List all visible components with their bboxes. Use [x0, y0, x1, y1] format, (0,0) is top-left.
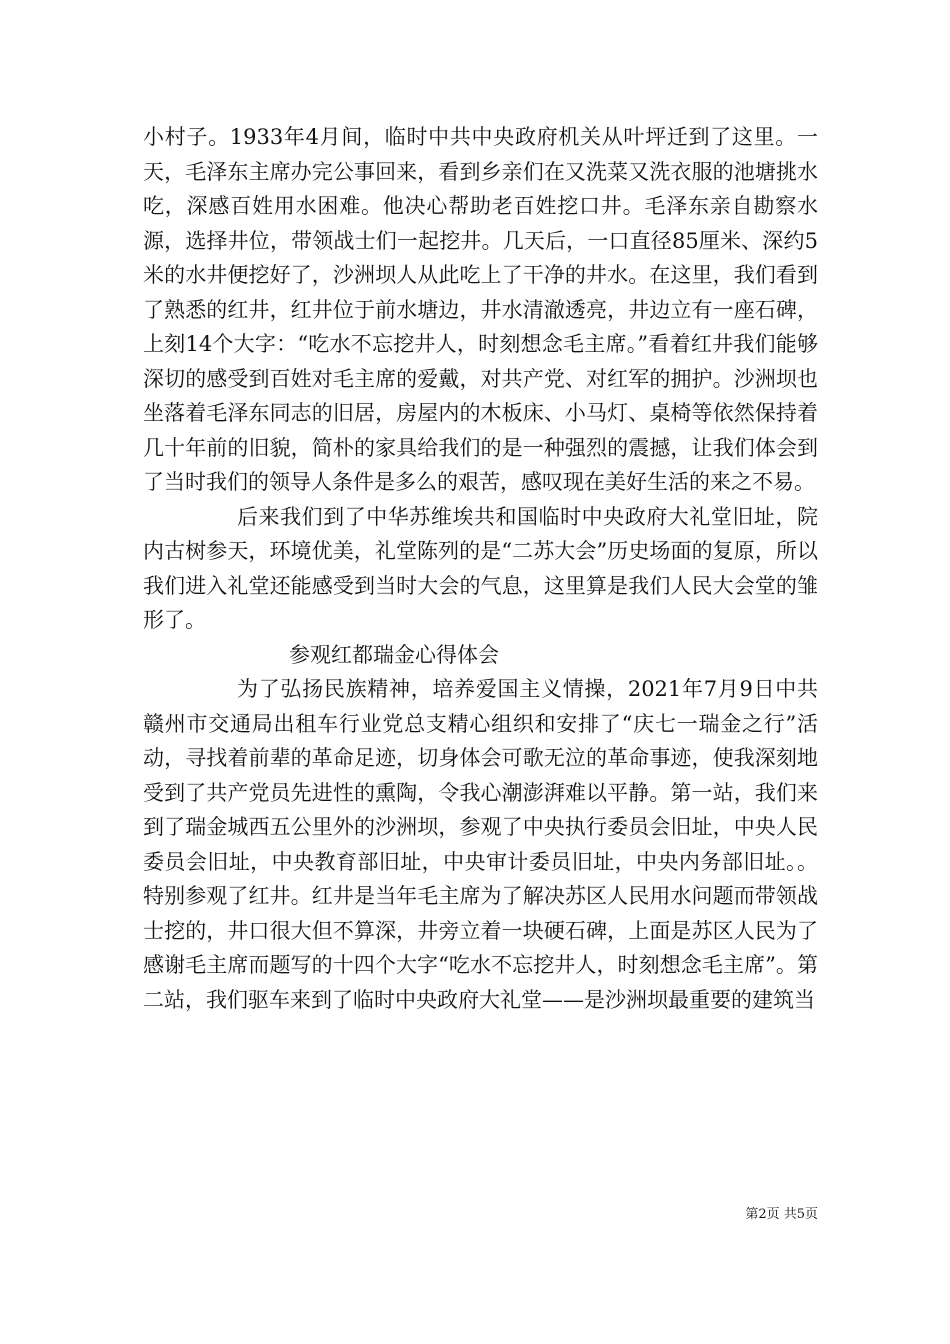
document-body	[143, 120, 818, 1017]
section-heading: 参观红都瑞金心得体会	[289, 642, 499, 667]
paragraph-red-well: 小村子。1933年4月间，临时中共中央政府机关从叶坪迁到了这里。一天，毛泽东主席办完公事回来，看到乡亲们在又洗菜又洗衣服的池塘挑水吃，深感百姓用水困难。他决心帮助老百姓挖口井。毛泽东亲自勘察水源，选择井位，带领战士们一起挖井。几天后，一口直径85厘米、深约5米的水井便挖好了，沙洲坝人从此吃上了干净的井水。在这里，我们看到了熟悉的红井，红井位于前水塘边，井水清澈透亮，井边立有一座石碑，上刻14个大字：“吃水不忘挖井人，时刻想念毛主席。”看着红井我们能够深切的感受到百姓对毛主席的爱戴，对共产党、对红军的拥护。沙洲坝也坐落着毛泽东同志的旧居，房屋内的木板床、小马灯、桌椅等依然保持着几十年前的旧貌，简朴的家具给我们的是一种强烈的震撼，让我们体会到了当时我们的领导人条件是多么的艰苦，感叹现在美好生活的来之不易。	[143, 125, 818, 494]
page-number-footer: 第2页 共5页	[745, 1207, 818, 1222]
paragraph-ruijin-trip: 为了弘扬民族精神，培养爱国主义情操，2021年7月9日中共赣州市交通局出租车行业党总支精心组织和安排了“庆七一瑞金之行”活动，寻找着前辈的革命足迹，切身体会可歌无泣的革命事迹，使我深刻地受到了共产党员先进性的熏陶，令我心潮澎湃难以平静。第一站，我们来到了瑞金城西五公里外的沙洲坝，参观了中央执行委员会旧址，中央人民委员会旧址，中央教育部旧址，中央审计委员旧址，中央内务部旧址。。特别参观了红井。红井是当年毛主席为了解决苏区人民用水问题而带领战士挖的，井口很大但不算深，井旁立着一块硬石碑，上面是苏区人民为了感谢毛主席而题写的十四个大字“吃水不忘挖井人，时刻想念毛主席”。第二站，我们驱车来到了临时中央政府大礼堂——是沙洲坝最重要的建筑当	[143, 677, 818, 1012]
paragraph-auditorium: 后来我们到了中华苏维埃共和国临时中央政府大礼堂旧址，院内古树参天，环境优美，礼堂陈列的是“二苏大会”历史场面的复原，所以我们进入礼堂还能感受到当时大会的气息，这里算是我们人民大会堂的雏形了。	[143, 504, 818, 632]
